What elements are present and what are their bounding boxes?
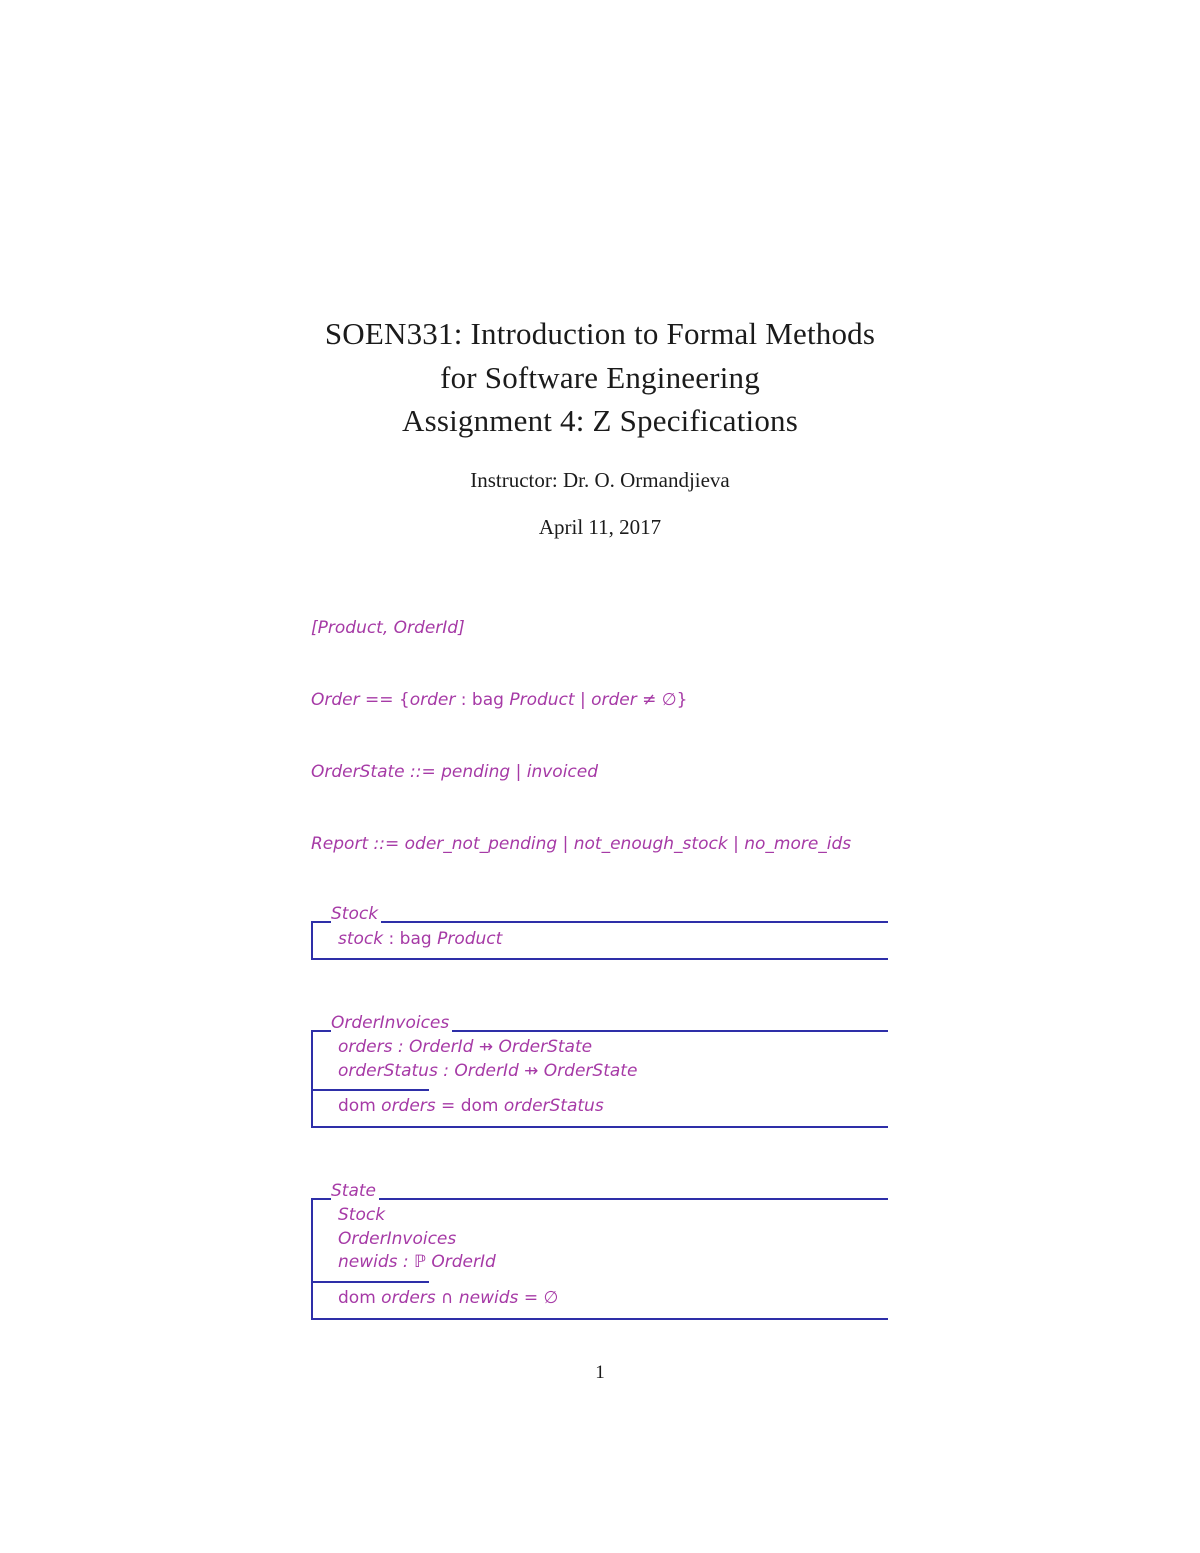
state-pred-rest: orders ∩ newids = ∅ [375, 1288, 559, 1308]
oi-pred-var2: orderStatus [498, 1096, 604, 1116]
order-def-var2: order [591, 690, 637, 710]
order-def-bar: | [574, 690, 592, 710]
date: April 11, 2017 [538, 515, 662, 539]
order-def-neq: ≠ ∅} [636, 690, 688, 710]
order-def-eq: == { [359, 690, 410, 710]
title-line-3: Assignment 4: Z Specifications [401, 403, 799, 438]
stock-decl-var: stock [338, 929, 384, 949]
order-invoices-decl-2: orderStatus : OrderId ⇸ OrderState [338, 1061, 638, 1081]
stock-decl-type: Product [431, 929, 503, 949]
order-invoices-predicate [338, 1096, 604, 1116]
state-schema-name: State [331, 1181, 379, 1201]
stock-decl-bag: bag [399, 929, 432, 949]
stock-declaration [338, 929, 502, 949]
order-invoices-schema-name: OrderInvoices [331, 1013, 452, 1033]
state-bottom-rule [311, 1318, 888, 1320]
order-def-type: Product [503, 690, 575, 710]
state-include-order-invoices: OrderInvoices [338, 1229, 457, 1249]
page-number: 1 [595, 1362, 605, 1383]
order-def-colon: : [455, 690, 472, 710]
state-decl-newids: newids : ℙ OrderId [338, 1252, 496, 1272]
order-invoices-decl-1: orders : OrderId ⇸ OrderState [338, 1037, 593, 1057]
stock-schema-name: Stock [331, 904, 381, 924]
title-line-2: for Software Engineering [440, 360, 760, 395]
orderstate-definition: OrderState ::= pending | invoiced [311, 762, 599, 782]
title-line-1: SOEN331: Introduction to Formal Methods [324, 316, 876, 351]
oi-pred-eq: = [435, 1096, 461, 1116]
given-sets: [Product, OrderId] [311, 618, 465, 638]
state-pred-dom: dom [338, 1288, 376, 1308]
order-invoices-divider [311, 1089, 429, 1091]
state-predicate [338, 1288, 558, 1308]
order-def-bag: bag [471, 690, 504, 710]
oi-pred-dom2: dom [460, 1096, 499, 1116]
order-def-lhs: Order [311, 690, 360, 710]
order-def-var: order [409, 690, 456, 710]
report-definition: Report ::= oder_not_pending | not_enough_stock | no_more_ids [311, 834, 852, 854]
order-invoices-left-rule [311, 1030, 313, 1128]
stock-top-rule [311, 921, 888, 923]
state-left-rule [311, 1198, 313, 1320]
oi-pred-var1: orders [375, 1096, 436, 1116]
state-divider [311, 1281, 429, 1283]
state-top-rule [311, 1198, 888, 1200]
oi-pred-dom1: dom [338, 1096, 376, 1116]
stock-left-rule [311, 921, 313, 960]
order-invoices-bottom-rule [311, 1126, 888, 1128]
stock-decl-colon: : [383, 929, 400, 949]
stock-bottom-rule [311, 958, 888, 960]
state-include-stock: Stock [338, 1205, 386, 1225]
order-definition [311, 690, 687, 710]
instructor: Instructor: Dr. O. Ormandjieva [470, 468, 730, 492]
